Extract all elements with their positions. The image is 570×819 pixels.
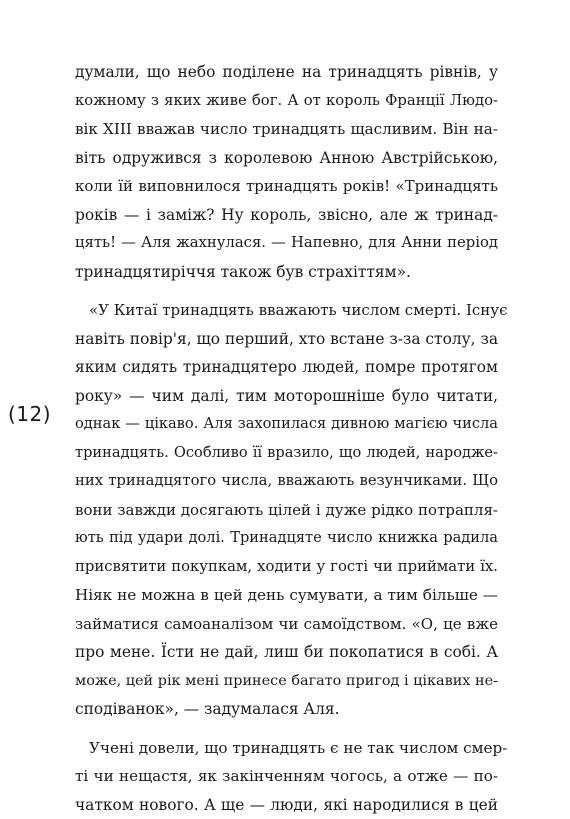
text-line: коли їй виповнилося тринадцять років! «Тринадцять [75, 172, 498, 201]
text-line: навіть повір'я, що перший, хто встане з-за столу, за [75, 325, 498, 354]
text-line: тринадцять. Особливо її вразило, що людей, народже- [75, 439, 498, 468]
text-line: яким сидять тринадцятеро людей, помре протягом [75, 353, 498, 382]
text-line: присвятити покупкам, ходити у гості чи приймати їх. [75, 553, 498, 582]
text-line: думали, що небо поділене на тринадцять рівнів, у [75, 58, 498, 87]
text-line: кожному з яких живе бог. А от король Франції Людо- [75, 87, 498, 116]
paragraph-3 [75, 734, 498, 819]
text-line: «У Китаї тринадцять вважають числом смерті. Існує [75, 296, 498, 325]
text-line: ють під удари долі. Тринадцяте число книжка радила [75, 524, 498, 553]
text-line: чатком нового. А ще — люди, які народилися в цей [75, 791, 498, 819]
text-line: них тринадцятого числа, вважають везунчиками. Що [75, 467, 498, 496]
body-text [75, 58, 498, 819]
text-line: віть одружився з королевою Анною Австрійською, [75, 144, 498, 173]
text-line: ті чи нещастя, як закінченням чогось, а отже — по- [75, 762, 498, 791]
text-line: Учені довели, що тринадцять є не так числом смер- [75, 734, 498, 763]
page-number: (12) [8, 402, 51, 426]
text-line: вони завжди досягають цілей і дуже рідко потрапля- [75, 496, 498, 525]
paragraph-2 [75, 296, 498, 724]
text-line: про мене. Їсти не дай, лиш би покопатися в собі. А [75, 638, 498, 667]
text-line: року» — чим далі, тим моторошніше було читати, [75, 382, 498, 411]
text-line: вік XIII вважав число тринадцять щасливим. Він на- [75, 115, 498, 144]
text-line: Ніяк не можна в цей день сумувати, а тим більше — [75, 581, 498, 610]
text-line: років — і заміж? Ну король, звісно, але ж тринад- [75, 201, 498, 230]
text-line: сподіванок», — задумалася Аля. [75, 695, 498, 724]
text-line: однак — цікаво. Аля захопилася дивною магією числа [75, 410, 498, 439]
text-line: тринадцятиріччя також був страхіттям». [75, 258, 498, 287]
text-line: може, цей рік мені принесе багато пригод і цікавих не- [75, 667, 498, 696]
text-line: займатися самоаналізом чи самоїдством. «О, це вже [75, 610, 498, 639]
text-line: цять! — Аля жахнулася. — Напевно, для Анни період [75, 229, 498, 258]
paragraph-1 [75, 58, 498, 286]
